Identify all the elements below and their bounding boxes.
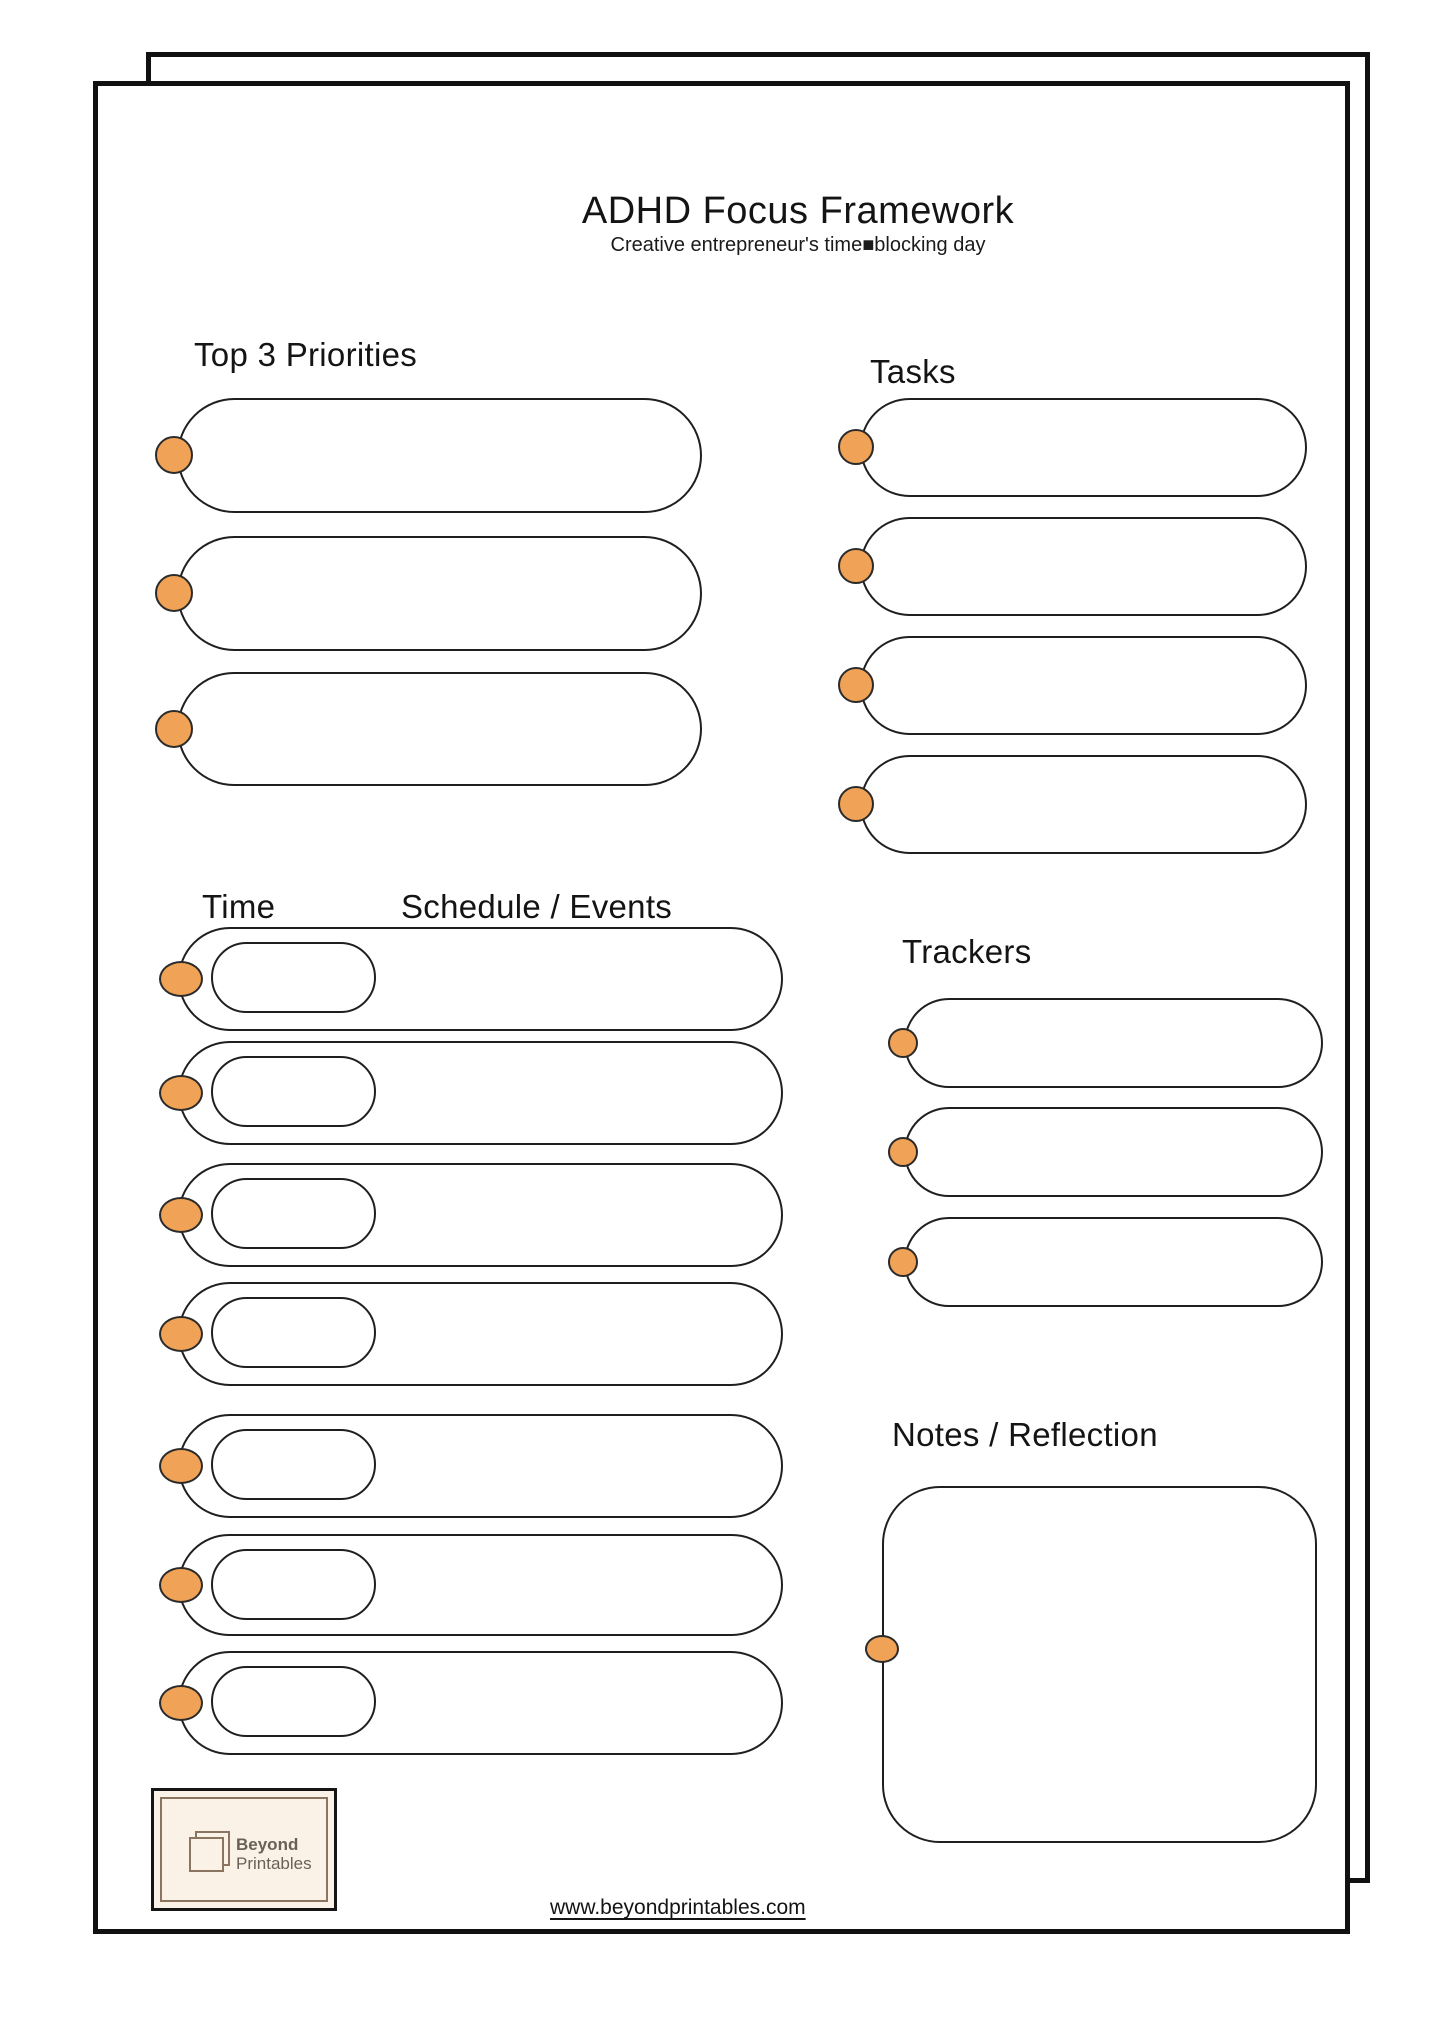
time-heading: Time xyxy=(202,888,276,925)
schedule-row-2 xyxy=(178,1041,783,1145)
bullet-dot xyxy=(155,436,193,474)
brand-name-line2: Printables xyxy=(236,1854,312,1873)
notes-heading: Notes / Reflection xyxy=(892,1416,1158,1453)
bullet-dot xyxy=(838,548,874,584)
task-row-2 xyxy=(860,517,1307,616)
page-title: ADHD Focus Framework xyxy=(581,190,1015,232)
bullet-dot xyxy=(888,1137,918,1167)
tracker-field-3[interactable] xyxy=(904,1217,1323,1307)
website-link[interactable]: www.beyondprintables.com xyxy=(550,1896,806,1919)
time-field-5[interactable] xyxy=(211,1429,376,1500)
task-row-1 xyxy=(860,398,1307,497)
time-field-1[interactable] xyxy=(211,942,376,1013)
brand-name-line1: Beyond xyxy=(236,1835,299,1854)
task-row-4 xyxy=(860,755,1307,854)
bullet-dot xyxy=(159,1316,203,1352)
bullet-dot xyxy=(159,1685,203,1721)
tracker-row-3 xyxy=(904,1217,1323,1307)
bullet-dot xyxy=(838,429,874,465)
tasks-heading: Tasks xyxy=(870,353,956,390)
tracker-field-1[interactable] xyxy=(904,998,1323,1088)
task-field-3[interactable] xyxy=(860,636,1307,735)
page-subtitle: Creative entrepreneur's time■blocking day xyxy=(610,234,986,256)
tracker-row-1 xyxy=(904,998,1323,1088)
priority-row-1 xyxy=(177,398,702,513)
bullet-dot xyxy=(159,1075,203,1111)
priority-row-3 xyxy=(177,672,702,786)
task-field-4[interactable] xyxy=(860,755,1307,854)
task-row-3 xyxy=(860,636,1307,735)
priority-row-2 xyxy=(177,536,702,651)
bullet-dot xyxy=(159,1567,203,1603)
notes-area[interactable] xyxy=(882,1486,1317,1843)
time-field-7[interactable] xyxy=(211,1666,376,1737)
task-field-1[interactable] xyxy=(860,398,1307,497)
schedule-row-5 xyxy=(178,1414,783,1518)
priority-field-2[interactable] xyxy=(177,536,702,651)
schedule-row-6 xyxy=(178,1534,783,1636)
time-field-6[interactable] xyxy=(211,1549,376,1620)
planner-page xyxy=(93,81,1350,1934)
bullet-dot xyxy=(838,786,874,822)
bullet-dot xyxy=(155,574,193,612)
schedule-row-4 xyxy=(178,1282,783,1386)
priorities-heading: Top 3 Priorities xyxy=(194,336,418,373)
bullet-dot xyxy=(159,1448,203,1484)
time-field-4[interactable] xyxy=(211,1297,376,1368)
brand-name xyxy=(236,1835,312,1873)
bullet-dot xyxy=(888,1028,918,1058)
time-field-3[interactable] xyxy=(211,1178,376,1249)
bullet-dot xyxy=(888,1247,918,1277)
time-field-2[interactable] xyxy=(211,1056,376,1127)
bullet-dot xyxy=(155,710,193,748)
schedule-row-3 xyxy=(178,1163,783,1267)
brand-logo-box xyxy=(151,1788,337,1911)
tracker-field-2[interactable] xyxy=(904,1107,1323,1197)
bullet-dot xyxy=(865,1635,899,1663)
bullet-dot xyxy=(159,961,203,997)
trackers-heading: Trackers xyxy=(902,933,1032,970)
tracker-row-2 xyxy=(904,1107,1323,1197)
task-field-2[interactable] xyxy=(860,517,1307,616)
schedule-row-7 xyxy=(178,1651,783,1755)
priority-field-3[interactable] xyxy=(177,672,702,786)
schedule-row-1 xyxy=(178,927,783,1031)
bullet-dot xyxy=(838,667,874,703)
bullet-dot xyxy=(159,1197,203,1233)
priority-field-1[interactable] xyxy=(177,398,702,513)
schedule-events-heading: Schedule / Events xyxy=(401,888,673,925)
